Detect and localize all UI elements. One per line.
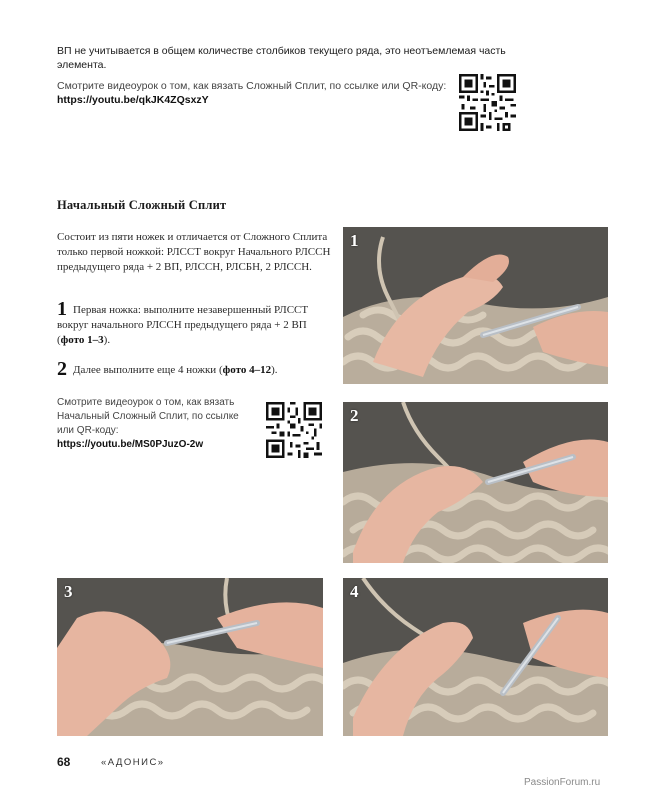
video-link-2[interactable]: https://youtu.be/MS0PJuzO-2w [57, 439, 204, 450]
photo-2 [343, 402, 608, 563]
step-2 [57, 358, 335, 380]
photo-3-number: 3 [64, 582, 73, 601]
photo-2-number: 2 [350, 406, 359, 425]
intro-paragraph: ВП не учитывается в общем количестве столбиков текущего ряда, это неотъемлемая часть элемента. [57, 45, 506, 71]
page-number: 68 [57, 755, 71, 769]
step-1-photo-ref: фото 1–3 [60, 334, 104, 346]
video-note-2-text: Смотрите видеоурок о том, как вязать Начальный Сложный Сплит, по ссылке или QR-коду: [57, 397, 239, 436]
magazine-name: «АДОНИС» [101, 757, 165, 768]
photo-4 [343, 578, 608, 736]
step-2-text: Далее выполните еще 4 ножки ( [73, 364, 223, 376]
section-title: Начальный Сложный Сплит [57, 198, 227, 212]
video-note-1-text: Смотрите видеоурок о том, как вязать Сложный Сплит, по ссылке или QR-коду: [57, 80, 447, 92]
qr-code-1-icon[interactable] [459, 74, 516, 131]
qr-code-2-icon[interactable] [266, 402, 322, 458]
step-1-end: ). [103, 334, 111, 346]
video-note-2 [57, 396, 257, 452]
section-lead: Состоит из пяти ножек и отличается от Сложного Сплита только первой ножкой: РЛССТ вокруг Начального РЛССН предыдущего ряда + 2 ВП, РЛССН, РЛСБН, 2 РЛССН. [57, 231, 331, 273]
step-2-number: 2 [57, 358, 67, 380]
photo-4-number: 4 [350, 582, 359, 601]
step-1 [57, 298, 335, 348]
photo-3 [57, 578, 323, 736]
step-1-text: Первая ножка: выполните незавершенный РЛССТ вокруг начального РЛССН предыдущего ряда + 2 ВП ( [57, 304, 309, 346]
watermark: PassionForum.ru [524, 777, 601, 788]
photo-1-number: 1 [350, 231, 359, 250]
video-link-1[interactable]: https://youtu.be/qkJK4ZQsxzY [57, 94, 209, 106]
step-2-photo-ref: фото 4–12 [222, 364, 272, 376]
step-2-end: ). [271, 364, 278, 376]
step-1-number: 1 [57, 298, 67, 320]
video-note-1 [57, 79, 452, 107]
photo-1 [343, 227, 608, 384]
